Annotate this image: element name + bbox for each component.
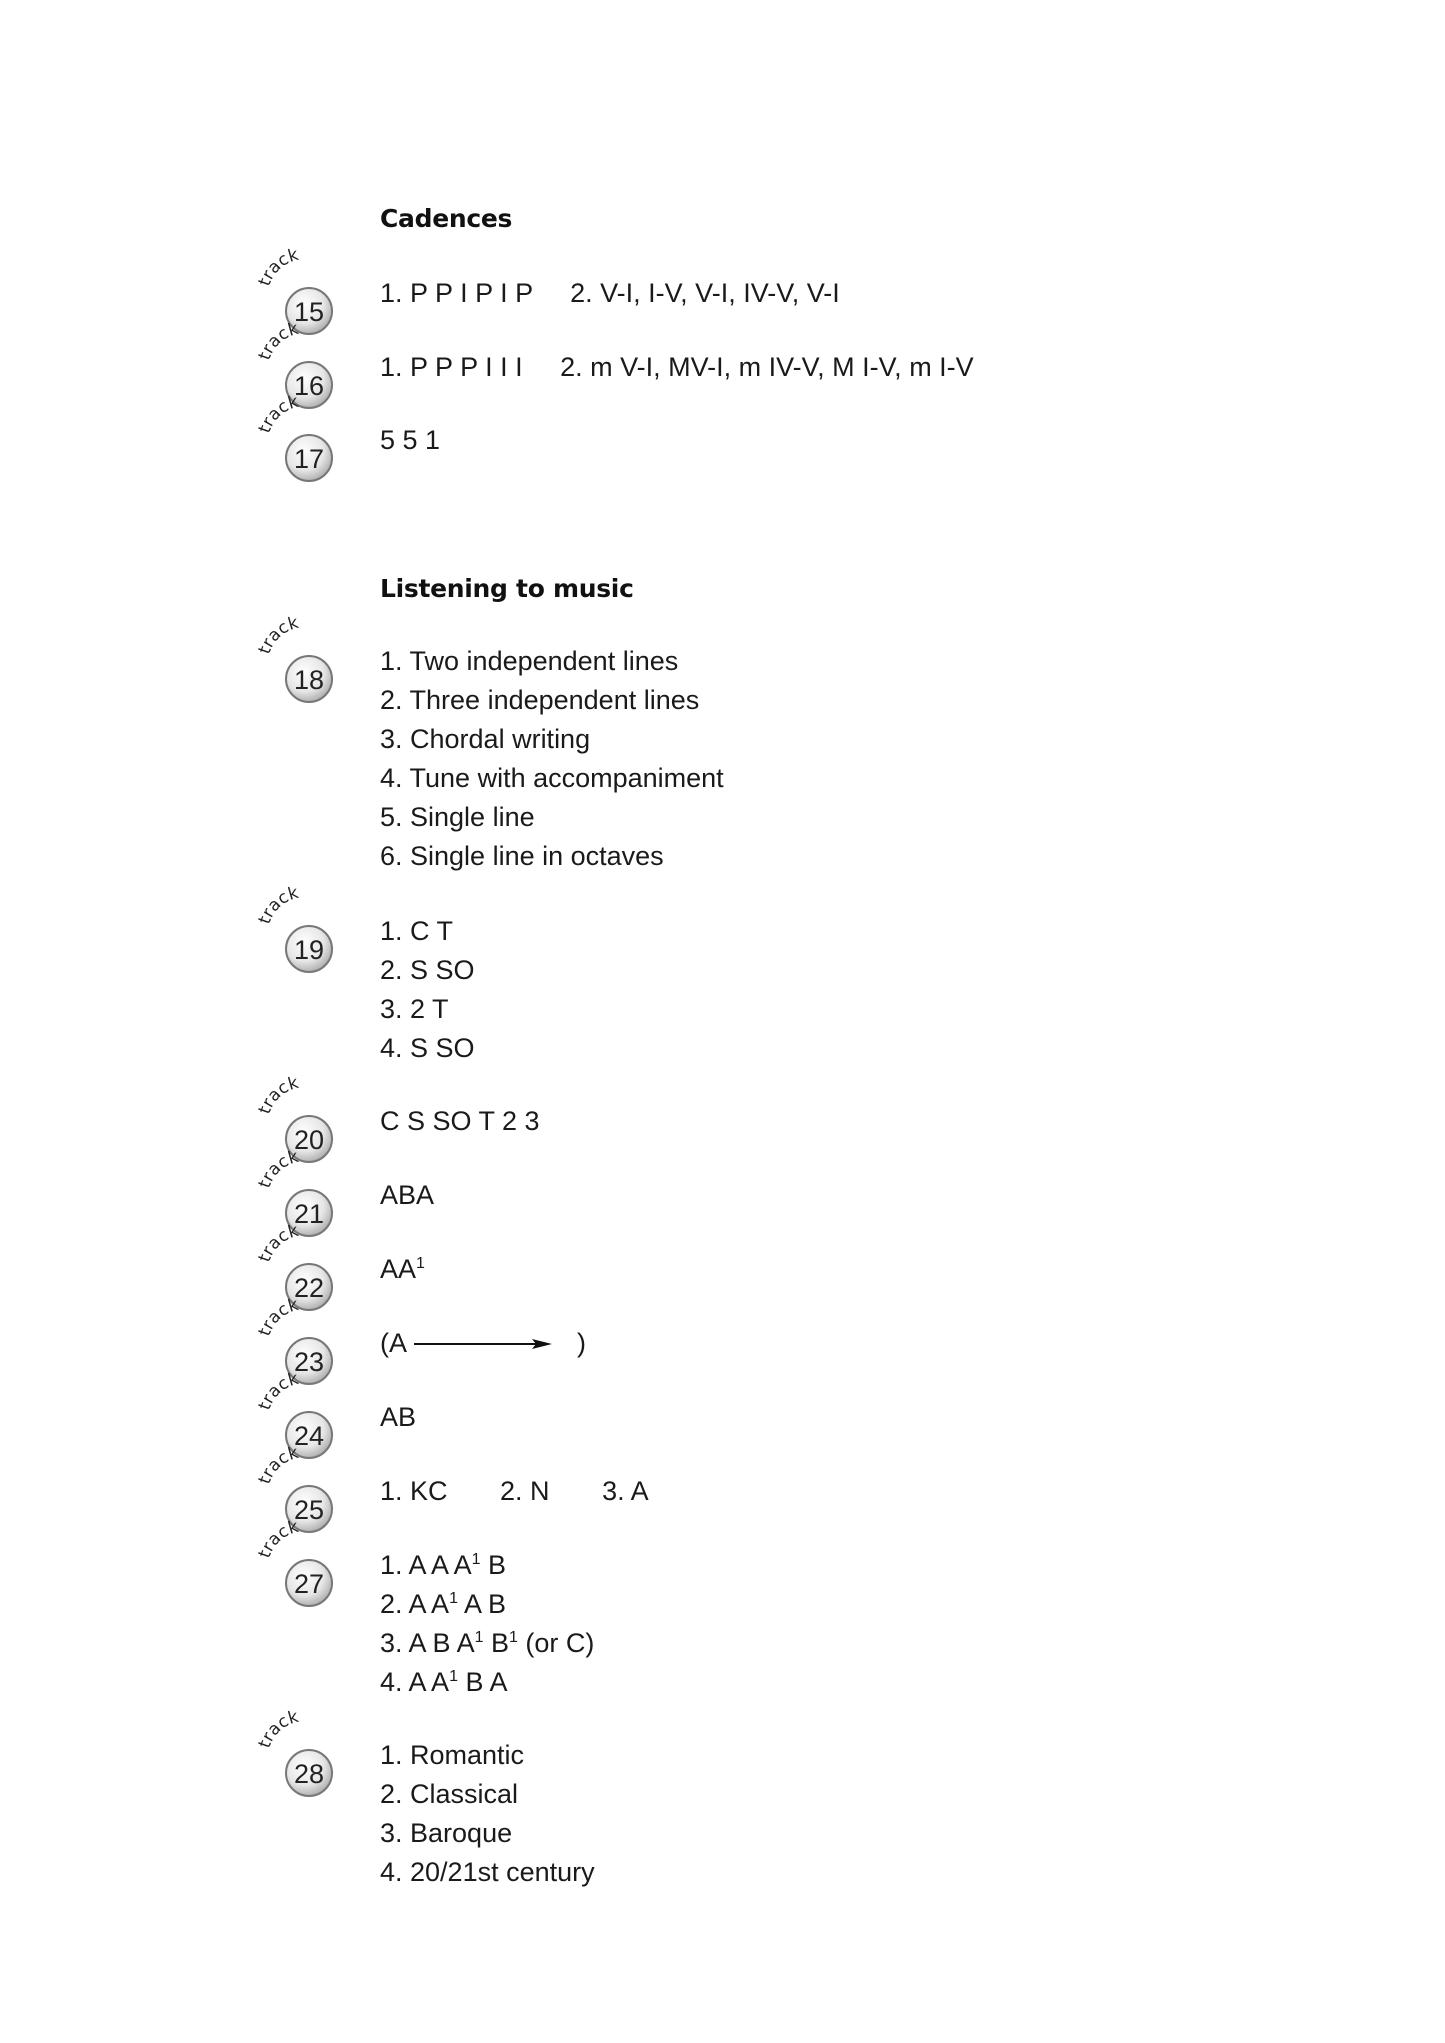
track-number: 24 (293, 1420, 325, 1451)
answer-text: A B (457, 1589, 507, 1619)
track-label: track (254, 1706, 301, 1751)
track-label: track (254, 391, 301, 436)
answer-line: 1. Two independent lines (380, 646, 679, 676)
answer-text: B A (457, 1667, 508, 1697)
track-label: track (254, 244, 301, 289)
superscript: 1 (474, 1629, 484, 1646)
answer-line: AB (380, 1402, 417, 1432)
answer-line: 4. Tune with accompaniment (380, 763, 724, 793)
track-19-answers (380, 912, 475, 1068)
track-badge-27 (254, 1516, 346, 1609)
track-number: 19 (293, 934, 325, 965)
answer-line: 5. Single line (380, 802, 535, 832)
svg-text:track (255, 1221, 301, 1265)
answer-line: ABA (380, 1180, 435, 1210)
answer-line: 2. S SO (380, 955, 475, 985)
answer-text: B (480, 1550, 507, 1580)
superscript: 1 (471, 1551, 481, 1568)
superscript: 1 (416, 1255, 425, 1272)
section-title-cadences: Cadences (380, 204, 513, 233)
track-label: track (254, 1294, 301, 1339)
track-number: 21 (293, 1198, 325, 1229)
track-label: track (254, 1442, 301, 1487)
track-badge-17 (254, 391, 346, 484)
track-label: track (254, 318, 301, 363)
track-27-answers (380, 1546, 594, 1702)
answer-line (380, 1585, 594, 1624)
answer-text: 3. A B A (380, 1628, 475, 1658)
answer-line (380, 1250, 425, 1289)
answer-text: AA (380, 1254, 417, 1284)
track-28-answers (380, 1736, 595, 1892)
section-title-listening: Listening to music (380, 574, 634, 603)
answer-line (380, 1624, 594, 1663)
track-number: 25 (293, 1494, 325, 1525)
track-label: track (254, 612, 301, 657)
svg-text:track (255, 392, 301, 436)
answer-text-open: (A (380, 1328, 407, 1358)
svg-text:track (255, 1295, 301, 1339)
track-number: 17 (293, 443, 325, 474)
svg-text:track (255, 883, 301, 927)
track-label: track (254, 882, 301, 927)
answer-line: 4. 20/21st century (380, 1857, 595, 1887)
track-number: 22 (293, 1272, 325, 1303)
answer-line: 1. P P I P I P 2. V-I, I-V, V-I, IV-V, V-I (380, 278, 840, 308)
superscript: 1 (449, 1668, 458, 1685)
track-15-answers (380, 274, 840, 313)
track-label: track (254, 1368, 301, 1413)
answer-text: B (483, 1628, 510, 1658)
answer-text-close: ) (577, 1328, 586, 1358)
track-label: track (254, 1220, 301, 1265)
answer-line: 1. Romantic (380, 1740, 525, 1770)
track-number: 16 (293, 370, 325, 401)
answer-line (380, 1546, 594, 1585)
svg-text:track (255, 319, 301, 363)
track-number: 28 (293, 1758, 325, 1789)
track-25-answers (380, 1472, 649, 1511)
answer-line: 2. Classical (380, 1779, 519, 1809)
answer-line: 1. P P P I I I 2. m V-I, MV-I, m IV-V, M I-V, m I-V (380, 352, 974, 382)
track-label: track (254, 1146, 301, 1191)
track-18-answers (380, 642, 724, 876)
svg-text:track (255, 1443, 301, 1487)
track-label: track (254, 1072, 301, 1117)
arrow-right-icon (414, 1336, 556, 1352)
answer-line: 3. Baroque (380, 1818, 513, 1848)
superscript: 1 (449, 1590, 458, 1607)
track-22-answers (380, 1250, 425, 1289)
track-16-answers (380, 348, 974, 387)
svg-text:track (255, 1147, 301, 1191)
track-20-answers (380, 1102, 540, 1141)
answer-line: 4. S SO (380, 1033, 475, 1063)
answer-line: 3. Chordal writing (380, 724, 591, 754)
answer-line (380, 1663, 594, 1702)
answer-line: 2. Three independent lines (380, 685, 700, 715)
svg-text:track (255, 1707, 301, 1751)
answer-line: 5 5 1 (380, 425, 441, 455)
track-17-answers (380, 421, 440, 460)
answer-text: 2. A A (380, 1589, 450, 1619)
answer-text: 1. A A A (380, 1550, 472, 1580)
svg-text:track (255, 1517, 301, 1561)
track-badge-19 (254, 882, 346, 975)
track-number: 20 (293, 1124, 325, 1155)
answer-line: C S SO T 2 3 (380, 1106, 540, 1136)
svg-text:track (255, 1369, 301, 1413)
answer-text: (or C) (517, 1628, 595, 1658)
svg-text:track (255, 245, 301, 289)
answer-line: 3. 2 T (380, 994, 449, 1024)
answer-line: 1. C T (380, 916, 454, 946)
track-number: 27 (293, 1568, 325, 1599)
svg-text:track (255, 613, 301, 657)
answer-line: 1. KC 2. N 3. A (380, 1476, 649, 1506)
track-number: 23 (293, 1346, 325, 1377)
track-label: track (254, 1516, 301, 1561)
answer-text: 4. A A (380, 1667, 450, 1697)
track-21-answers (380, 1176, 434, 1215)
superscript: 1 (509, 1629, 518, 1646)
svg-text:track (255, 1073, 301, 1117)
track-number: 18 (293, 664, 325, 695)
track-24-answers (380, 1398, 416, 1437)
answer-line: 6. Single line in octaves (380, 841, 664, 871)
track-badge-18 (254, 612, 346, 705)
track-number: 15 (293, 296, 325, 327)
track-badge-28 (254, 1706, 346, 1799)
